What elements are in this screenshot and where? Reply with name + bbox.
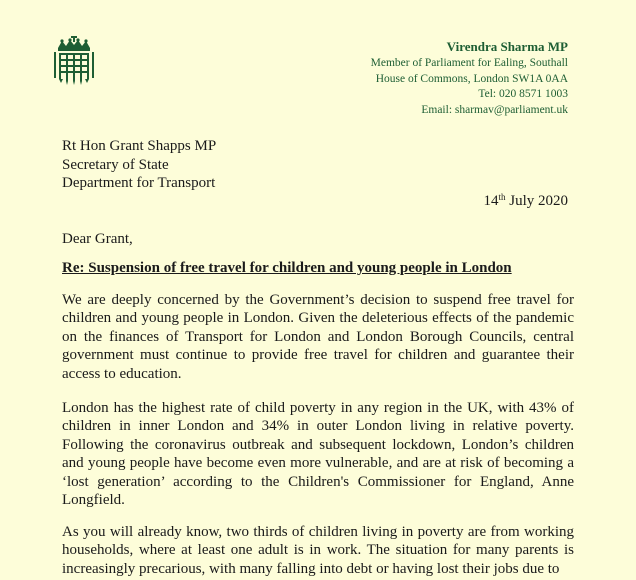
recipient-name: Rt Hon Grant Shapps MP — [62, 138, 217, 154]
body-paragraph-1: We are deeply concerned by the Government’s decision to suspend free travel for children and young people in London. Given the deleterious effects of the pandemic on the finances of Transport for London and London Borough Councils, central government must continue to provide free travel for children and guarantee their access to education. — [62, 292, 574, 382]
subject-line: Re: Suspension of free travel for children and young people in London — [62, 260, 512, 276]
date-month-year: July 2020 — [505, 193, 568, 209]
mp-address: House of Commons, London SW1A 0AA — [375, 72, 568, 85]
mp-role: Member of Parliament for Ealing, Southall — [370, 57, 568, 69]
body-paragraph-3: As you will already know, two thirds of children living in poverty are from working households, where at least one adult is in work. The situation for many parents is increasingly precarious, with many falling into debt or having lost their jobs due to — [62, 524, 574, 577]
letterhead — [371, 38, 568, 118]
salutation: Dear Grant, — [62, 231, 133, 247]
recipient-block — [62, 137, 216, 193]
portcullis-crest-icon — [52, 36, 96, 86]
recipient-department: Department for Transport — [62, 175, 216, 191]
body-paragraph-2: London has the highest rate of child poverty in any region in the UK, with 43% of children in inner London and 34% in outer London living in relative poverty. Following the coronavirus outbreak and subsequent lockdown, London’s children and young people have become even more vulnerable, and are at risk of becoming a ‘lost generation’ according to the Children's Commissioner for England, Anne Longfield. — [62, 400, 574, 509]
letter-date — [483, 192, 568, 210]
recipient-title: Secretary of State — [62, 156, 169, 173]
mp-name: Virendra Sharma MP — [446, 39, 568, 54]
date-day: 14 — [483, 193, 499, 209]
mp-telephone: Tel: 020 8571 1003 — [478, 88, 568, 100]
mp-email: Email: sharmav@parliament.uk — [421, 103, 568, 116]
date-suffix: th — [498, 192, 506, 202]
